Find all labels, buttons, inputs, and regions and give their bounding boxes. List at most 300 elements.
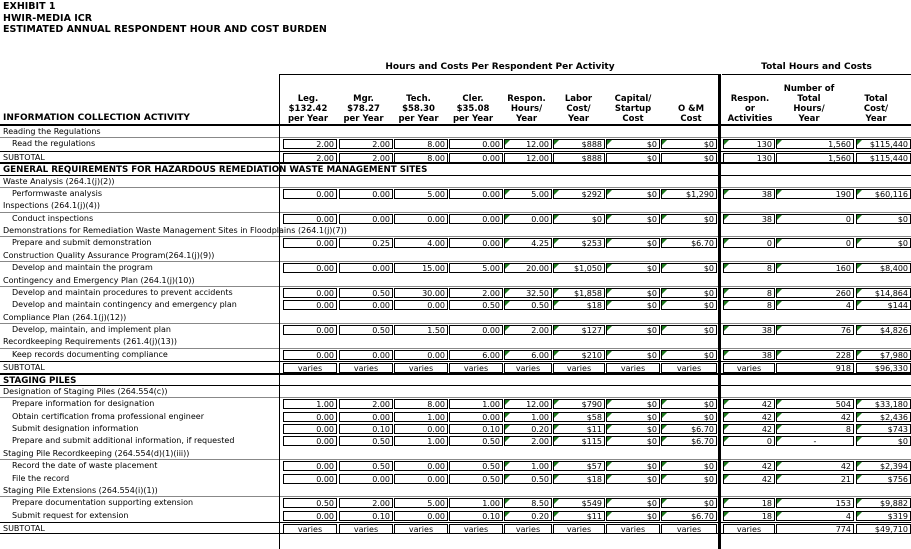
table-cell: $0 bbox=[661, 263, 717, 273]
table-cell: $96,330 bbox=[856, 363, 911, 373]
table-cell: 0.00 bbox=[339, 263, 393, 273]
row-label: Prepare documentation supporting extension bbox=[12, 498, 194, 508]
table-cell: varies bbox=[504, 524, 552, 534]
table-cell: 2.00 bbox=[504, 325, 552, 335]
row-label: Demonstrations for Remediation Waste Management Sites in Floodplains (264.1(j)(7)) bbox=[3, 226, 347, 235]
table-cell: varies bbox=[661, 524, 717, 534]
table-cell: 0.00 bbox=[283, 238, 337, 248]
table-cell: $49,710 bbox=[856, 524, 911, 534]
table-cell: 4.00 bbox=[394, 238, 448, 248]
column-header-line: Hours/ bbox=[793, 104, 825, 114]
table-cell: 918 bbox=[776, 363, 854, 373]
table-cell: $0 bbox=[606, 511, 660, 521]
table-cell: $0 bbox=[606, 436, 660, 446]
table-cell: $0 bbox=[661, 498, 717, 508]
table-cell: 0 bbox=[723, 436, 775, 446]
table-cell: varies bbox=[283, 363, 337, 373]
table-cell: 0.00 bbox=[339, 300, 393, 310]
totals-group-header: Total Hours and Costs bbox=[761, 62, 872, 72]
table-cell: $1,858 bbox=[553, 288, 605, 298]
table-cell: 0.00 bbox=[449, 238, 503, 248]
table-cell: varies bbox=[723, 363, 775, 373]
table-cell: $4,826 bbox=[856, 325, 911, 335]
table-cell: 21 bbox=[776, 474, 854, 484]
table-cell: 0.00 bbox=[283, 263, 337, 273]
table-cell: 38 bbox=[723, 325, 775, 335]
column-header-line: per Year bbox=[343, 114, 384, 124]
major-row bbox=[0, 163, 911, 175]
table-cell: $0 bbox=[606, 263, 660, 273]
section-row bbox=[0, 448, 911, 460]
table-cell: 0.00 bbox=[394, 511, 448, 521]
table-cell: 0.50 bbox=[339, 288, 393, 298]
column-header-line: per Year bbox=[287, 114, 329, 124]
table-cell: $144 bbox=[856, 300, 911, 310]
column-header-line: Mgr. bbox=[353, 94, 374, 104]
column-header-line: or bbox=[744, 104, 756, 114]
column-header-line: Hours/ bbox=[510, 104, 543, 114]
row-label: GENERAL REQUIREMENTS FOR HAZARDOUS REMEDIATION WASTE MANAGEMENT SITES bbox=[3, 165, 428, 176]
table-row bbox=[0, 398, 911, 410]
table-cell: 0.00 bbox=[394, 474, 448, 484]
table-cell: 0.00 bbox=[283, 350, 337, 360]
major-row bbox=[0, 374, 911, 386]
table-cell: 1,560 bbox=[776, 153, 854, 163]
column-header-line: Cost/ bbox=[863, 104, 889, 114]
column-header-line: Cler. bbox=[462, 94, 484, 104]
subtotal-row bbox=[0, 361, 911, 373]
table-row bbox=[0, 460, 911, 472]
table-cell: 42 bbox=[723, 412, 775, 422]
table-cell: varies bbox=[394, 363, 448, 373]
row-label: Develop and maintain the program bbox=[12, 263, 153, 273]
table-cell: $0 bbox=[661, 139, 717, 149]
table-cell: $0 bbox=[606, 238, 660, 248]
table-cell: $292 bbox=[553, 189, 605, 199]
exhibit-title: ESTIMATED ANNUAL RESPONDENT HOUR AND COST BURDEN bbox=[3, 24, 327, 35]
column-header-line: Year bbox=[515, 114, 538, 124]
table-cell: 1.00 bbox=[504, 412, 552, 422]
table-cell: 20.00 bbox=[504, 263, 552, 273]
table-cell: 0.20 bbox=[504, 424, 552, 434]
table-cell: 1.00 bbox=[283, 399, 337, 409]
table-cell: 0.00 bbox=[283, 214, 337, 224]
table-cell: 18 bbox=[723, 511, 775, 521]
table-cell: 5.00 bbox=[504, 189, 552, 199]
table-cell: $6.70 bbox=[661, 424, 717, 434]
burden-table bbox=[0, 126, 911, 534]
table-row bbox=[0, 423, 911, 435]
table-cell: 0.00 bbox=[394, 300, 448, 310]
table-cell: $0 bbox=[606, 139, 660, 149]
section-row bbox=[0, 386, 911, 398]
table-cell: 0.00 bbox=[449, 139, 503, 149]
table-cell: $0 bbox=[661, 350, 717, 360]
table-cell: 0.00 bbox=[283, 424, 337, 434]
table-cell: 18 bbox=[723, 498, 775, 508]
table-cell: 0.00 bbox=[449, 153, 503, 163]
table-cell: $11 bbox=[553, 424, 605, 434]
column-header-line: Cost bbox=[680, 114, 702, 124]
table-cell: varies bbox=[449, 363, 503, 373]
table-cell: $0 bbox=[856, 436, 911, 446]
column-header bbox=[446, 76, 500, 124]
row-label: Record the date of waste placement bbox=[12, 461, 158, 471]
table-cell: $549 bbox=[553, 498, 605, 508]
exhibit-number: EXHIBIT 1 bbox=[3, 1, 56, 12]
table-cell: 1,560 bbox=[776, 139, 854, 149]
table-cell: $0 bbox=[661, 325, 717, 335]
table-cell: $1,050 bbox=[553, 263, 605, 273]
table-cell: 38 bbox=[723, 189, 775, 199]
table-cell: 0.00 bbox=[449, 325, 503, 335]
table-cell: 0.50 bbox=[504, 300, 552, 310]
row-label: Waste Analysis (264.1(j)(2)) bbox=[3, 176, 115, 186]
row-label: Submit request for extension bbox=[12, 510, 129, 520]
table-cell: 1.00 bbox=[394, 412, 448, 422]
table-cell: varies bbox=[606, 524, 660, 534]
table-cell: 42 bbox=[776, 461, 854, 471]
table-cell: $0 bbox=[661, 474, 717, 484]
row-label: Staging Pile Extensions (264.554(i)(1)) bbox=[3, 485, 158, 495]
table-cell: $6.70 bbox=[661, 436, 717, 446]
table-cell: 0.50 bbox=[339, 461, 393, 471]
section-row bbox=[0, 126, 911, 138]
table-cell: 8.00 bbox=[394, 139, 448, 149]
table-cell: 38 bbox=[723, 214, 775, 224]
table-cell: varies bbox=[723, 524, 775, 534]
table-row bbox=[0, 188, 911, 200]
table-cell: 42 bbox=[723, 399, 775, 409]
table-cell: 0.50 bbox=[339, 325, 393, 335]
table-row bbox=[0, 435, 911, 447]
activity-column-header: INFORMATION COLLECTION ACTIVITY bbox=[3, 113, 190, 123]
table-cell: 0.00 bbox=[339, 214, 393, 224]
table-cell: 0.50 bbox=[449, 461, 503, 471]
subtotal-row bbox=[0, 522, 911, 534]
column-header bbox=[391, 76, 446, 124]
section-row bbox=[0, 176, 911, 188]
table-cell: 0.00 bbox=[449, 189, 503, 199]
table-cell: varies bbox=[449, 524, 503, 534]
table-cell: 15.00 bbox=[394, 263, 448, 273]
table-cell: $0 bbox=[856, 214, 911, 224]
table-row bbox=[0, 497, 911, 509]
column-header-line: $132.42 bbox=[288, 104, 328, 114]
table-cell: $0 bbox=[606, 153, 660, 163]
table-cell: 0.00 bbox=[283, 511, 337, 521]
section-row bbox=[0, 200, 911, 212]
table-cell: $0 bbox=[606, 461, 660, 471]
table-cell: $743 bbox=[856, 424, 911, 434]
column-header bbox=[662, 76, 720, 124]
table-cell: $0 bbox=[606, 399, 660, 409]
section-row bbox=[0, 250, 911, 262]
table-cell: 12.00 bbox=[504, 399, 552, 409]
table-cell: varies bbox=[553, 524, 605, 534]
table-cell: 4.25 bbox=[504, 238, 552, 248]
table-cell: $0 bbox=[606, 424, 660, 434]
table-cell: 0.25 bbox=[339, 238, 393, 248]
column-header-line: $35.08 bbox=[456, 104, 490, 114]
table-cell: 2.00 bbox=[449, 288, 503, 298]
table-cell: $57 bbox=[553, 461, 605, 471]
table-cell: 0.00 bbox=[394, 214, 448, 224]
table-cell: 774 bbox=[776, 524, 854, 534]
table-row bbox=[0, 138, 911, 150]
table-cell: 0.50 bbox=[449, 474, 503, 484]
row-label: Prepare and submit demonstration bbox=[12, 238, 152, 248]
table-cell: $0 bbox=[606, 300, 660, 310]
table-row bbox=[0, 262, 911, 274]
table-cell: 0 bbox=[776, 214, 854, 224]
table-cell: $0 bbox=[606, 350, 660, 360]
column-header bbox=[500, 76, 553, 124]
table-cell: 0.00 bbox=[283, 288, 337, 298]
table-cell: 0.00 bbox=[394, 350, 448, 360]
table-cell: 130 bbox=[723, 139, 775, 149]
table-cell: $6.70 bbox=[661, 511, 717, 521]
table-cell: $18 bbox=[553, 474, 605, 484]
column-header-line: Year bbox=[567, 114, 590, 124]
table-cell: $0 bbox=[553, 214, 605, 224]
table-cell: 0.00 bbox=[283, 412, 337, 422]
table-row bbox=[0, 324, 911, 336]
row-label: Keep records documenting compliance bbox=[12, 349, 168, 359]
table-cell: 0.50 bbox=[504, 474, 552, 484]
table-cell: $210 bbox=[553, 350, 605, 360]
column-header-line: Total bbox=[864, 94, 888, 104]
table-cell: 260 bbox=[776, 288, 854, 298]
table-cell: $0 bbox=[606, 498, 660, 508]
table-cell: 153 bbox=[776, 498, 854, 508]
table-cell: 8.00 bbox=[394, 399, 448, 409]
table-cell: $18 bbox=[553, 300, 605, 310]
group-underline bbox=[722, 74, 911, 75]
table-cell: 4 bbox=[776, 300, 854, 310]
table-cell: 6.00 bbox=[449, 350, 503, 360]
table-cell: 0.00 bbox=[283, 436, 337, 446]
table-cell: $6.70 bbox=[661, 238, 717, 248]
column-header-line: Leg. bbox=[297, 94, 319, 104]
table-cell: $60,116 bbox=[856, 189, 911, 199]
column-header bbox=[553, 76, 604, 124]
row-label: Develop and maintain procedures to prevent accidents bbox=[12, 287, 233, 297]
column-header-line: Cost/ bbox=[566, 104, 591, 114]
row-label: Compliance Plan (264.1(j)(12)) bbox=[3, 312, 127, 322]
section-row bbox=[0, 312, 911, 324]
table-cell: $0 bbox=[661, 461, 717, 471]
table-cell: 42 bbox=[723, 461, 775, 471]
section-row bbox=[0, 485, 911, 497]
table-cell: 0.50 bbox=[339, 436, 393, 446]
table-cell: 2.00 bbox=[283, 139, 337, 149]
row-label: Prepare and submit additional information, if requested bbox=[12, 436, 235, 446]
table-cell: 12.00 bbox=[504, 139, 552, 149]
table-cell: 8 bbox=[723, 263, 775, 273]
row-label: SUBTOTAL bbox=[3, 363, 45, 373]
table-cell: $0 bbox=[661, 214, 717, 224]
column-header-line: Startup bbox=[614, 104, 652, 114]
table-cell: $0 bbox=[856, 238, 911, 248]
table-row bbox=[0, 473, 911, 485]
table-cell: - bbox=[776, 436, 854, 446]
table-cell: 8.50 bbox=[504, 498, 552, 508]
table-cell: $0 bbox=[661, 412, 717, 422]
row-label: Develop, maintain, and implement plan bbox=[12, 325, 171, 334]
table-row bbox=[0, 213, 911, 225]
row-label: File the record bbox=[12, 473, 70, 483]
row-label: STAGING PILES bbox=[3, 375, 77, 386]
row-label: Submit designation information bbox=[12, 424, 139, 433]
table-cell: $2,436 bbox=[856, 412, 911, 422]
row-label: Construction Quality Assurance Program(264.1(j)(9)) bbox=[3, 250, 215, 260]
table-cell: 2.00 bbox=[283, 153, 337, 163]
table-cell: varies bbox=[504, 363, 552, 373]
column-header-line: per Year bbox=[398, 114, 439, 124]
table-cell: $115 bbox=[553, 436, 605, 446]
table-cell: $58 bbox=[553, 412, 605, 422]
table-cell: 8.00 bbox=[394, 153, 448, 163]
table-cell: 4 bbox=[776, 511, 854, 521]
table-cell: 0.00 bbox=[339, 350, 393, 360]
table-cell: 6.00 bbox=[504, 350, 552, 360]
table-row bbox=[0, 411, 911, 423]
column-header bbox=[336, 76, 391, 124]
table-cell: 2.00 bbox=[504, 436, 552, 446]
table-cell: 504 bbox=[776, 399, 854, 409]
table-cell: 190 bbox=[776, 189, 854, 199]
column-header-line: Number of bbox=[783, 84, 835, 94]
table-cell: $11 bbox=[553, 511, 605, 521]
table-cell: 0.00 bbox=[394, 461, 448, 471]
table-cell: varies bbox=[661, 363, 717, 373]
column-header bbox=[604, 76, 662, 124]
table-cell: $7,980 bbox=[856, 350, 911, 360]
table-cell: 32.50 bbox=[504, 288, 552, 298]
table-cell: 2.00 bbox=[339, 139, 393, 149]
row-label: Obtain certification froma professional engineer bbox=[12, 411, 204, 421]
table-cell: $0 bbox=[661, 399, 717, 409]
table-cell: 0.00 bbox=[339, 189, 393, 199]
table-cell: 1.00 bbox=[504, 461, 552, 471]
table-cell: $0 bbox=[606, 288, 660, 298]
table-cell: $756 bbox=[856, 474, 911, 484]
table-cell: 0 bbox=[776, 238, 854, 248]
table-cell: $253 bbox=[553, 238, 605, 248]
table-cell: 8 bbox=[776, 424, 854, 434]
column-header-line: Labor bbox=[564, 94, 593, 104]
table-row bbox=[0, 237, 911, 249]
table-cell: 30.00 bbox=[394, 288, 448, 298]
table-cell: $0 bbox=[606, 214, 660, 224]
row-label: Staging Pile Recordkeeping (264.554(d)(1)(iii)) bbox=[3, 448, 190, 458]
table-cell: 0.50 bbox=[449, 436, 503, 446]
table-row bbox=[0, 349, 911, 361]
table-cell: varies bbox=[394, 524, 448, 534]
table-cell: 1.00 bbox=[394, 436, 448, 446]
row-label: Performwaste analysis bbox=[12, 188, 103, 198]
table-cell: 5.00 bbox=[449, 263, 503, 273]
table-cell: $0 bbox=[661, 153, 717, 163]
column-header-line: O &M bbox=[677, 104, 705, 114]
group-underline bbox=[280, 74, 720, 75]
row-label: Read the regulations bbox=[12, 139, 96, 149]
column-header-line: Cost bbox=[622, 114, 644, 124]
column-header-line: Total bbox=[797, 94, 821, 104]
table-cell: 0.00 bbox=[339, 474, 393, 484]
table-cell: 0.50 bbox=[449, 300, 503, 310]
column-header-line: Respon. bbox=[730, 94, 770, 104]
subtotal-row bbox=[0, 151, 911, 163]
table-cell: $790 bbox=[553, 399, 605, 409]
table-cell: $115,440 bbox=[856, 153, 911, 163]
row-label: Recordkeeping Requirements (261.4(j)(13)) bbox=[3, 337, 178, 347]
table-cell: 1.50 bbox=[394, 325, 448, 335]
table-cell: varies bbox=[606, 363, 660, 373]
table-cell: 0.10 bbox=[449, 424, 503, 434]
column-header bbox=[280, 76, 336, 124]
row-label: Inspections (264.1(j)(4)) bbox=[3, 201, 100, 211]
section-row bbox=[0, 225, 911, 237]
column-divider bbox=[279, 74, 280, 549]
table-cell: varies bbox=[553, 363, 605, 373]
table-cell: varies bbox=[283, 524, 337, 534]
totals-divider bbox=[718, 74, 721, 549]
table-cell: 76 bbox=[776, 325, 854, 335]
column-header-line: Year bbox=[798, 114, 820, 124]
table-cell: 2.00 bbox=[339, 498, 393, 508]
row-label: SUBTOTAL bbox=[3, 152, 45, 162]
column-header-line: Capital/ bbox=[614, 94, 652, 104]
table-cell: 0.20 bbox=[504, 511, 552, 521]
table-cell: 0.50 bbox=[283, 498, 337, 508]
column-header-line: $58.30 bbox=[402, 104, 435, 114]
table-cell: 2.00 bbox=[339, 399, 393, 409]
section-row bbox=[0, 336, 911, 348]
table-cell: $888 bbox=[553, 153, 605, 163]
table-cell: $888 bbox=[553, 139, 605, 149]
row-label: Contingency and Emergency Plan (264.1(j)(10)) bbox=[3, 275, 195, 285]
table-cell: 0.00 bbox=[449, 214, 503, 224]
exhibit-header bbox=[3, 1, 327, 36]
table-cell: $33,180 bbox=[856, 399, 911, 409]
table-cell: 0 bbox=[723, 238, 775, 248]
column-header bbox=[780, 76, 838, 124]
table-cell: 0.10 bbox=[449, 511, 503, 521]
table-cell: $115,440 bbox=[856, 139, 911, 149]
table-cell: 0.00 bbox=[339, 412, 393, 422]
column-header bbox=[722, 76, 778, 124]
row-label: Develop and maintain contingency and emergency plan bbox=[12, 300, 237, 310]
table-cell: 0.10 bbox=[339, 511, 393, 521]
table-cell: 42 bbox=[776, 412, 854, 422]
column-header-line: per Year bbox=[452, 114, 494, 124]
column-header bbox=[844, 76, 908, 124]
per-respondent-group-header: Hours and Costs Per Respondent Per Activity bbox=[385, 62, 615, 72]
table-cell: 2.00 bbox=[339, 153, 393, 163]
table-cell: 160 bbox=[776, 263, 854, 273]
table-cell: 0.00 bbox=[449, 412, 503, 422]
table-cell: varies bbox=[339, 524, 393, 534]
table-cell: 5.00 bbox=[394, 498, 448, 508]
exhibit-icr-name: HWIR-MEDIA ICR bbox=[3, 12, 93, 24]
table-cell: $0 bbox=[606, 189, 660, 199]
table-cell: 42 bbox=[723, 474, 775, 484]
column-header-line: $78.27 bbox=[347, 104, 380, 114]
table-cell: 42 bbox=[723, 424, 775, 434]
table-cell: varies bbox=[339, 363, 393, 373]
